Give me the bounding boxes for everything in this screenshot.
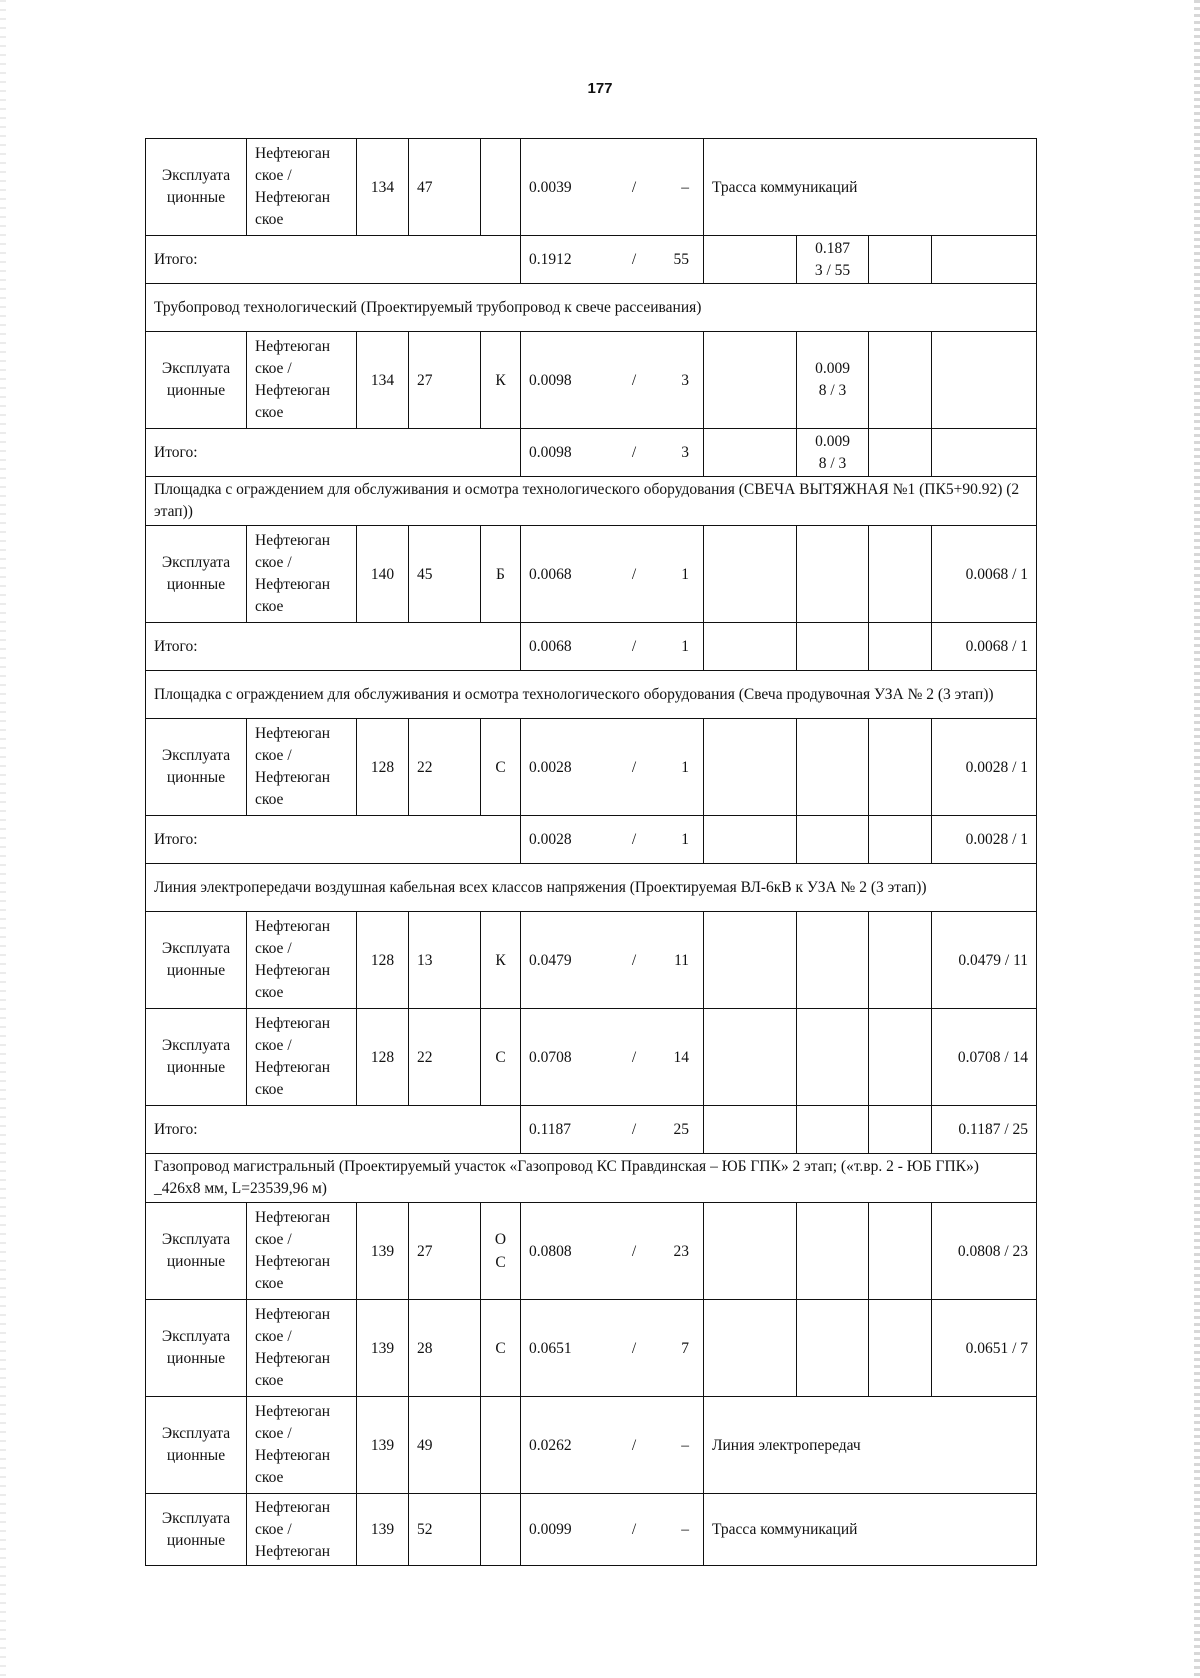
col-e-cell [932,236,1037,284]
col-e-cell: 0.0808 / 23 [932,1203,1037,1300]
empty-cell [869,1203,932,1300]
forestry-cell [247,526,357,623]
cell-line: ское [255,984,284,1001]
forestry-cell [247,1494,357,1566]
purpose-cell: Линия электропередач [704,1397,1037,1494]
area-value: 0.0028 [529,758,572,776]
table-row [146,912,1037,1009]
plot-type-cell [146,1009,247,1106]
total-label: Итого: [146,429,521,477]
area-value: 0.0262 [529,1436,572,1454]
cell-line: ское / [255,747,292,764]
area-separator: / [631,758,637,776]
cell-line: Эксплуата [161,1328,231,1345]
empty-cell [704,429,797,477]
section-header-row [146,477,1037,526]
category-cell: К [481,332,521,429]
empty-cell [704,526,797,623]
forestry-cell [247,1009,357,1106]
area-count-cell [521,1397,704,1494]
empty-cell [869,623,932,671]
section-number-cell: 27 [409,332,481,429]
cell-line: 3 / 55 [814,261,851,279]
total-row [146,236,1037,284]
cell-line: ское [255,1372,284,1389]
total-label: Итого: [146,236,521,284]
col-e-cell: 0.0651 / 7 [932,1300,1037,1397]
cell-line: ционные [166,1253,226,1270]
plot-count: – [681,1521,689,1538]
cell-line: Эксплуата [161,554,231,571]
empty-cell [869,526,932,623]
total-label: Итого: [146,816,521,864]
section-title: Линия электропередачи воздушная кабельная всех классов напряжения (Проектируемая ВЛ-6кВ к УЗА № 2 (3 этап)) [146,864,1037,912]
cell-line: Эксплуата [161,1425,231,1442]
area-count-cell [521,816,704,864]
category-cell [481,1397,521,1494]
empty-cell [704,912,797,1009]
area-separator: / [631,371,637,389]
cell-line: ское [255,211,284,228]
area-count-cell [521,332,704,429]
area-value: 0.1912 [529,251,572,268]
section-header-row [146,864,1037,912]
total-label: Итого: [146,1106,521,1154]
empty-cell [704,1203,797,1300]
cell-line: Эксплуата [161,167,231,184]
forestry-cell [247,1300,357,1397]
area-separator: / [631,831,637,848]
cell-line: ционные [166,1531,226,1549]
area-value: 0.1187 [529,1121,572,1138]
cell-line: ционные [166,769,226,786]
total-row [146,1106,1037,1154]
section-title: Газопровод магистральный (Проектируемый участок «Газопровод КС Правдинская – ЮБ ГПК» 2 этап; («т.вр. 2 - ЮБ ГПК») _426х8 мм, L=23539,96 м) [146,1154,1037,1203]
forestry-cell [247,139,357,236]
table-row [146,1494,1037,1566]
cell-line: Нефтеюган [255,769,331,786]
category-cell: О С [481,1203,521,1300]
land-plots-table [145,138,1037,1566]
cell-line: ское / [255,940,292,957]
empty-cell [869,1009,932,1106]
category-cell: С [481,1300,521,1397]
section-title: Площадка с ограждением для обслуживания и осмотра технологического оборудования (Свеча продувочная УЗА № 2 (3 этап)) [146,671,1037,719]
col-b-cell [797,1300,869,1397]
purpose-cell: Трасса коммуникаций [704,139,1037,236]
plot-type-cell [146,1494,247,1566]
quarter-cell: 134 [357,139,409,236]
col-b-cell [797,236,869,284]
section-number-cell: 52 [409,1494,481,1566]
category-cell: С [481,1009,521,1106]
section-header-row [146,1154,1037,1203]
empty-cell [704,816,797,864]
forestry-cell [247,719,357,816]
quarter-cell: 140 [357,526,409,623]
area-value: 0.0808 [529,1242,572,1260]
cell-line: ское / [255,360,292,377]
area-value: 0.0099 [529,1521,572,1538]
cell-line: ское / [255,1037,292,1054]
area-count-cell [521,1203,704,1300]
area-separator: / [631,1121,637,1138]
col-b-cell [797,912,869,1009]
area-value: 0.0068 [529,638,572,655]
cell-line: ское [255,791,284,808]
section-number-cell: 22 [409,1009,481,1106]
cell-line: 0.187 [815,239,850,257]
plot-count: 1 [681,758,689,776]
category-cell: К [481,912,521,1009]
area-count-cell [521,912,704,1009]
quarter-cell: 139 [357,1397,409,1494]
forestry-cell [247,332,357,429]
col-b-cell [797,1106,869,1154]
cell-line: ское / [255,1231,292,1248]
plot-type-cell [146,1203,247,1300]
total-row [146,816,1037,864]
category-cell [481,139,521,236]
cell-line: Нефтеюган [255,1209,331,1226]
col-e-cell [932,332,1037,429]
cell-line: 0.009 [815,432,850,450]
area-separator: / [631,565,637,583]
plot-count: 25 [673,1121,689,1138]
quarter-cell: 128 [357,719,409,816]
plot-type-cell [146,719,247,816]
cell-line: Эксплуата [161,360,231,377]
cell-line: 0.009 [815,360,850,377]
cell-line: Нефтеюган [255,338,331,355]
cell-line: ционные [166,1447,226,1464]
empty-cell [704,236,797,284]
empty-cell [704,623,797,671]
table-row [146,332,1037,429]
plot-count: 7 [681,1339,689,1357]
area-separator: / [631,1436,637,1454]
area-separator: / [631,444,637,461]
cell-line: ское / [255,1328,292,1345]
area-count-cell [521,1106,704,1154]
empty-cell [869,719,932,816]
cell-line: ционные [166,576,226,593]
cell-line: ционные [166,382,226,399]
section-header-row [146,671,1037,719]
area-count-cell [521,719,704,816]
cell-line: ское [255,598,284,615]
table-body [146,139,1037,1566]
cell-line: Нефтеюган [255,962,331,979]
cell-line: Нефтеюган [255,1015,331,1032]
empty-cell [869,1300,932,1397]
plot-count: 3 [681,371,689,389]
col-e-cell: 0.0479 / 11 [932,912,1037,1009]
table-row [146,719,1037,816]
quarter-cell: 128 [357,1009,409,1106]
col-e-cell: 0.0028 / 1 [932,816,1037,864]
table-row [146,1300,1037,1397]
cell-line: Эксплуата [161,940,231,957]
cell-line: ское / [255,554,292,571]
cell-line: Нефтеюган [255,382,331,399]
cell-line: Нефтеюган [255,1306,331,1323]
cell-line: Эксплуата [161,1231,231,1248]
section-number-cell: 45 [409,526,481,623]
area-count-cell [521,1494,704,1566]
section-number-cell: 49 [409,1397,481,1494]
cell-line: ционные [166,1350,226,1367]
forestry-cell [247,912,357,1009]
cell-line: ское / [255,1425,292,1442]
table-row [146,1397,1037,1494]
table-row [146,1203,1037,1300]
total-label: Итого: [146,623,521,671]
col-e-cell: 0.1187 / 25 [932,1106,1037,1154]
quarter-cell: 139 [357,1300,409,1397]
section-number-cell: 47 [409,139,481,236]
cell-line: Нефтеюган [255,725,331,742]
area-separator: / [631,1048,637,1066]
category-cell: Б [481,526,521,623]
plot-count: – [681,1436,689,1454]
quarter-cell: 128 [357,912,409,1009]
area-value: 0.0708 [529,1048,572,1066]
empty-cell [704,1300,797,1397]
section-number-cell: 27 [409,1203,481,1300]
forestry-cell [247,1203,357,1300]
cell-line: Нефтеюган [255,1059,331,1076]
cell-line: Нефтеюган [255,1403,331,1420]
cell-line: ционные [166,189,226,206]
cell-line: Эксплуата [161,1037,231,1054]
col-b-cell [797,816,869,864]
empty-cell [704,1009,797,1106]
cell-line: Нефтеюган [255,1253,331,1270]
category-cell [481,1494,521,1566]
total-row [146,623,1037,671]
cell-line: ционные [166,962,226,979]
section-number-cell: 13 [409,912,481,1009]
plot-count: 11 [674,951,689,969]
cell-line: Нефтеюган [255,1542,331,1560]
col-b-cell [797,1009,869,1106]
cell-line: Нефтеюган [255,918,331,935]
area-value: 0.0068 [529,565,572,583]
quarter-cell: 134 [357,332,409,429]
empty-cell [704,719,797,816]
scan-right-edge [1194,0,1200,1678]
plot-count: 1 [681,565,689,583]
cell-line: Нефтеюган [255,145,331,162]
cell-line: Нефтеюган [255,1447,331,1464]
empty-cell [869,332,932,429]
cell-line: ское [255,1081,284,1098]
plot-type-cell [146,912,247,1009]
cell-line: Эксплуата [161,747,231,764]
area-count-cell [521,1300,704,1397]
cell-line: ское [255,1275,284,1292]
area-count-cell [521,623,704,671]
empty-cell [869,816,932,864]
col-e-cell [932,429,1037,477]
plot-count: 1 [681,831,689,848]
page-number: 177 [587,80,613,97]
scan-left-edge [0,0,6,1678]
area-count-cell [521,236,704,284]
cell-line: 8 / 3 [818,382,847,399]
area-separator: / [631,638,637,655]
area-count-cell [521,429,704,477]
cell-line: ционные [166,1059,226,1076]
col-b-cell [797,429,869,477]
table-row [146,526,1037,623]
cell-line: 8 / 3 [818,454,847,472]
cell-line: Нефтеюган [255,576,331,593]
plot-type-cell [146,139,247,236]
col-b-cell [797,623,869,671]
area-separator: / [631,251,637,268]
cell-line: Нефтеюган [255,1498,331,1516]
plot-type-cell [146,332,247,429]
cell-line: Нефтеюган [255,532,331,549]
plot-count: 14 [673,1048,689,1066]
quarter-cell: 139 [357,1203,409,1300]
area-separator: / [631,1242,637,1260]
area-separator: / [631,178,637,196]
area-separator: / [631,1339,637,1357]
cell-line: ское [255,1469,284,1486]
col-e-cell: 0.0028 / 1 [932,719,1037,816]
area-count-cell [521,1009,704,1106]
cell-line: ское [255,404,284,421]
col-b-cell [797,526,869,623]
purpose-cell: Трасса коммуникаций [704,1494,1037,1566]
forestry-cell [247,1397,357,1494]
empty-cell [869,912,932,1009]
section-title: Площадка с ограждением для обслуживания и осмотра технологического оборудования (СВЕЧА ВЫТЯЖНАЯ №1 (ПК5+90.92) (2 этап)) [146,477,1037,526]
plot-count: – [681,178,689,196]
cell-line: Нефтеюган [255,1350,331,1367]
total-row [146,429,1037,477]
cell-line: Нефтеюган [255,189,331,206]
area-separator: / [631,951,637,969]
area-value: 0.0039 [529,178,572,196]
col-b-cell [797,1203,869,1300]
plot-count: 1 [681,638,689,655]
empty-cell [869,236,932,284]
cell-line: ское / [255,167,292,184]
category-cell: С [481,719,521,816]
section-number-cell: 22 [409,719,481,816]
plot-type-cell [146,1300,247,1397]
plot-type-cell [146,526,247,623]
table-row [146,1009,1037,1106]
empty-cell [704,332,797,429]
plot-type-cell [146,1397,247,1494]
area-value: 0.0028 [529,831,572,848]
area-value: 0.0098 [529,371,572,389]
col-e-cell: 0.0708 / 14 [932,1009,1037,1106]
table-row [146,139,1037,236]
col-b-cell [797,332,869,429]
area-value: 0.0651 [529,1339,572,1357]
area-value: 0.0098 [529,444,572,461]
empty-cell [869,1106,932,1154]
quarter-cell: 139 [357,1494,409,1566]
cell-line: Эксплуата [161,1509,231,1527]
plot-count: 3 [681,444,689,461]
area-value: 0.0479 [529,951,572,969]
col-e-cell: 0.0068 / 1 [932,526,1037,623]
area-separator: / [631,1521,637,1538]
area-count-cell [521,526,704,623]
plot-count: 55 [673,251,689,268]
section-title: Трубопровод технологический (Проектируемый трубопровод к свече рассеивания) [146,284,1037,332]
section-number-cell: 28 [409,1300,481,1397]
empty-cell [704,1106,797,1154]
col-e-cell: 0.0068 / 1 [932,623,1037,671]
col-b-cell [797,719,869,816]
cell-line: ское / [255,1520,292,1538]
plot-count: 23 [673,1242,689,1260]
empty-cell [869,429,932,477]
section-header-row [146,284,1037,332]
area-count-cell [521,139,704,236]
